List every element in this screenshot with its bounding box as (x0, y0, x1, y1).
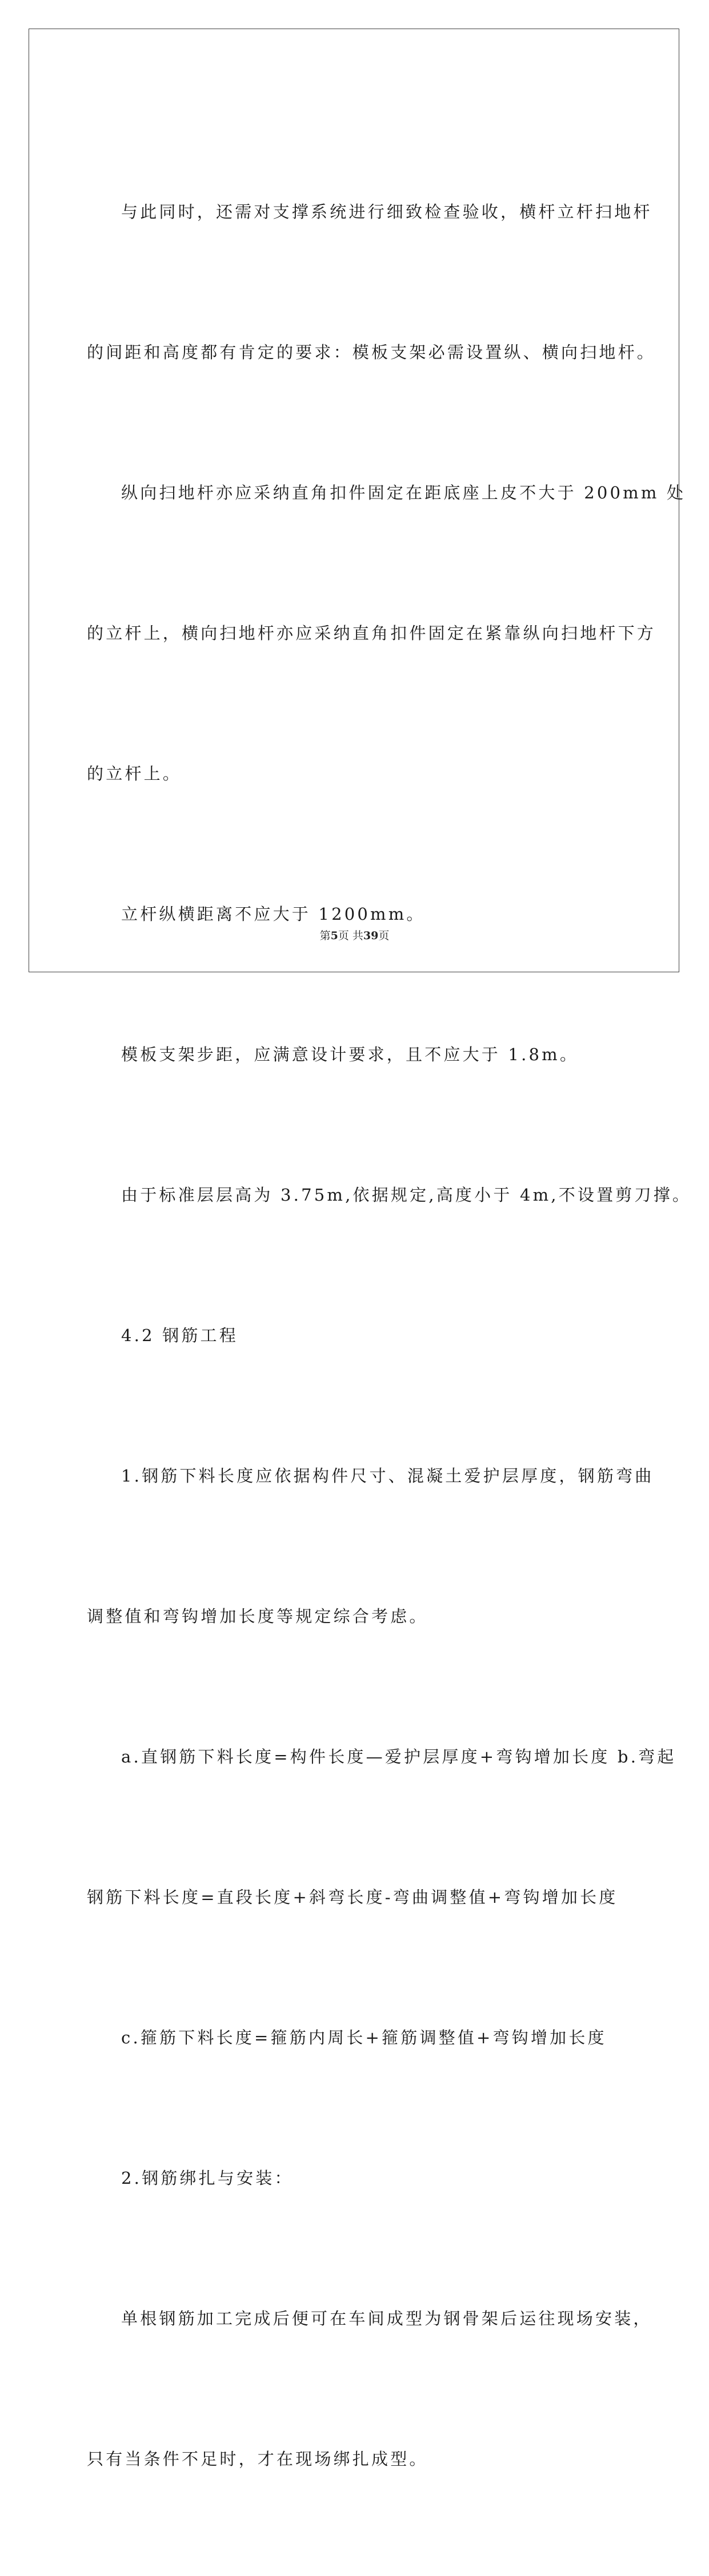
text-line: 模板支架步距，应满意设计要求，且不应大于 1.8m。 (121, 1045, 579, 1064)
text-line: 立杆纵横距离不应大于 1200mm。 (121, 904, 426, 924)
footer-prefix: 第 (319, 929, 331, 942)
text-line: 的立杆上，横向扫地杆亦应采纳直角扣件固定在紧靠纵向扫地杆下方 (87, 623, 656, 643)
text-line: 的立杆上。 (87, 764, 182, 783)
current-page-number: 5 (330, 929, 338, 942)
text-line: 单根钢筋加工完成后便可在车间成型为钢骨架后运往现场安装， (121, 2309, 652, 2328)
text-line: c.箍筋下料长度=箍筋内周长+箍筋调整值+弯钩增加长度 (121, 2028, 607, 2047)
footer-middle: 页 共 (338, 929, 363, 942)
text-line: 与此同时，还需对支撑系统进行细致检查验收，横杆立杆扫地杆 (121, 202, 652, 222)
page-number-footer (0, 927, 709, 943)
section-heading: 4.2 钢筋工程 (121, 1326, 238, 1345)
text-line: a.直钢筋下料长度=构件长度—爱护层厚度+弯钩增加长度 b.弯起 (121, 1747, 676, 1766)
document-body (87, 95, 692, 2576)
text-line: 钢筋下料长度=直段长度+斜弯长度-弯曲调整值+弯钩增加长度 (87, 1887, 618, 1907)
text-line: 纵向扫地杆亦应采纳直角扣件固定在距底座上皮不大于 200mm 处 (121, 483, 686, 502)
footer-suffix: 页 (378, 929, 390, 942)
body-text (87, 95, 692, 2576)
text-line: 2.钢筋绑扎与安装： (121, 2168, 294, 2188)
total-page-count: 39 (363, 929, 379, 942)
text-line: 的间距和高度都有肯定的要求：模板支架必需设置纵、横向扫地杆。 (87, 343, 656, 362)
text-line: 1.钢筋下料长度应依据构件尺寸、混凝土爱护层厚度，钢筋弯曲 (121, 1466, 654, 1486)
text-line: 由于标准层层高为 3.75m,依据规定,高度小于 4m,不设置剪刀撑。 (121, 1185, 692, 1205)
text-line: 调整值和弯钩增加长度等规定综合考虑。 (87, 1607, 428, 1626)
text-line: 只有当条件不足时，才在现场绑扎成型。 (87, 2449, 428, 2469)
